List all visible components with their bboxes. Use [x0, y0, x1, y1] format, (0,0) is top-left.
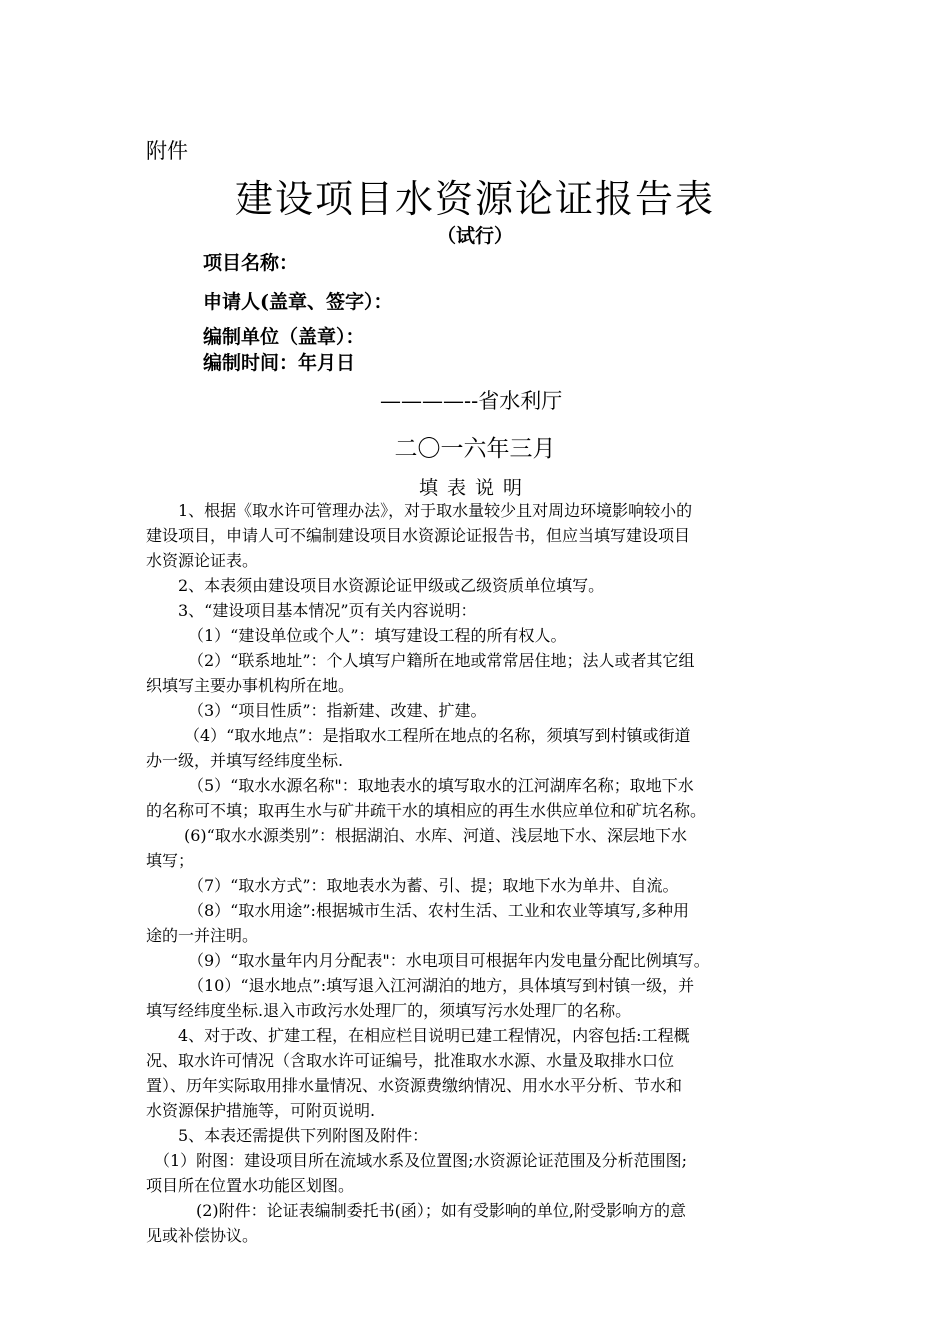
notes-line: 填写经纬度坐标.退入市政污水处理厂的，须填写污水处理厂的名称。 — [146, 1001, 632, 1020]
field-applicant: 申请人(盖章、签字）： — [203, 291, 393, 313]
notes-line: 2、本表须由建设项目水资源论证甲级或乙级资质单位填写。 — [178, 576, 605, 595]
notes-line: 4、对于改、扩建工程，在相应栏目说明已建工程情况，内容包括:工程概 — [178, 1026, 690, 1045]
field-compiling-unit: 编制单位（盖章）： — [203, 326, 365, 348]
notes-line: 的名称可不填；取再生水与矿井疏干水的填相应的再生水供应单位和矿坑名称。 — [146, 801, 707, 820]
notes-line: 水资源保护措施等，可附页说明. — [146, 1101, 376, 1120]
notes-line: 见或补偿协议。 — [146, 1226, 259, 1245]
notes-line: （1）“建设单位或个人”：填写建设工程的所有权人。 — [188, 626, 567, 645]
notes-line: 置）、历年实际取用排水量情况、水资源费缴纳情况、用水水平分析、节水和 — [146, 1076, 683, 1095]
notes-line: （9）“取水量年内月分配表"：水电项目可根据年内发电量分配比例填写。 — [188, 951, 710, 970]
notes-line: （3）“项目性质”：指新建、改建、扩建。 — [188, 701, 487, 720]
notes-line: （10）“退水地点”:填写退入江河湖泊的地方，具体填写到村镇一级，并 — [188, 976, 695, 995]
notes-line: （7）“取水方式”：取地表水为蓄、引、提；取地下水为单井、自流。 — [188, 876, 679, 895]
notes-line: （2）“联系地址”：个人填写户籍所在地或常常居住地；法人或者其它组 — [188, 651, 695, 670]
notes-line: 填写； — [146, 851, 195, 870]
field-project-name: 项目名称： — [203, 252, 299, 274]
notes-line: （1）附图：建设项目所在流域水系及位置图;水资源论证范围及分析范围图; — [154, 1151, 687, 1170]
field-compile-time: 编制时间：年月日 — [203, 352, 356, 374]
notes-line: 3、“建设项目基本情况”页有关内容说明： — [178, 601, 477, 620]
notes-line: 项目所在位置水功能区划图。 — [146, 1176, 355, 1195]
issue-date: 二〇一六年三月 — [394, 436, 556, 462]
notes-line: 5、本表还需提供下列附图及附件： — [178, 1126, 429, 1145]
notes-line: (6)“取水水源类别”：根据湖泊、水库、河道、浅层地下水、深层地下水 — [184, 826, 688, 845]
notes-line: （5）“取水水源名称"：取地表水的填写取水的江河湖库名称；取地下水 — [188, 776, 694, 795]
document-title: 建设项目水资源论证报告表 — [234, 177, 715, 221]
notes-line: 办一级，并填写经纬度坐标. — [146, 751, 344, 770]
notes-line: （4）“取水地点”：是指取水工程所在地点的名称，须填写到村镇或街道 — [184, 726, 691, 745]
notes-line: 建设项目，申请人可不编制建设项目水资源论证报告书，但应当填写建设项目 — [146, 526, 691, 545]
notes-line: 织填写主要办事机构所在地。 — [146, 676, 355, 695]
notes-line: 况、取水许可情况（含取水许可证编号，批准取水水源、水量及取排水口位 — [146, 1051, 675, 1070]
notes-line: (2)附件：论证表编制委托书(函）；如有受影响的单位,附受影响方的意 — [196, 1201, 686, 1220]
notes-line: 途的一并注明。 — [146, 926, 259, 945]
notes-title: 填表说明 — [418, 477, 531, 499]
notes-line: 1、根据《取水许可管理办法》，对于取水量较少且对周边环境影响较小的 — [178, 501, 693, 520]
notes-line: （8）“取水用途”:根据城市生活、农村生活、工业和农业等填写,多种用 — [188, 901, 690, 920]
document-subtitle: （试行） — [436, 225, 513, 247]
issuer-line: ————--省水利厅 — [380, 389, 563, 413]
attachment-label: 附件 — [146, 139, 188, 163]
notes-line: 水资源论证表。 — [146, 551, 259, 570]
